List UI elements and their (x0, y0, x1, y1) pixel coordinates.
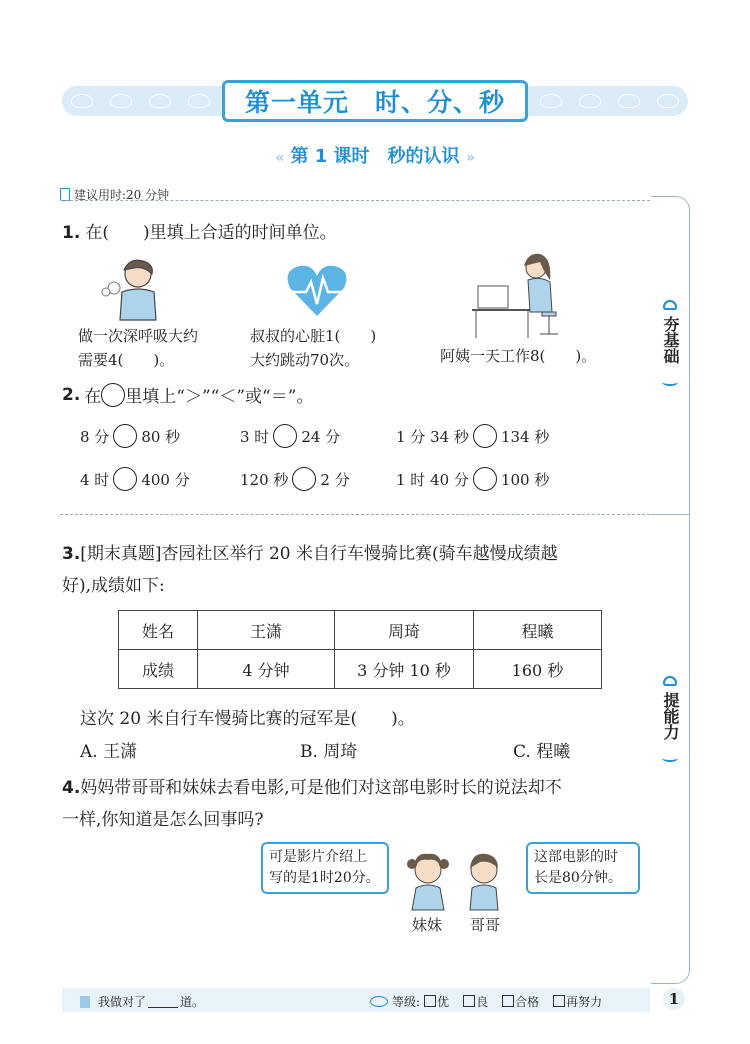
answer-circle[interactable] (113, 467, 137, 491)
table-row (119, 650, 602, 689)
q2-row-1-item-2 (240, 424, 340, 448)
sister-speech-bubble (261, 842, 389, 894)
question-text: 在 (84, 387, 102, 407)
question-number: 2. (62, 384, 81, 405)
right-deco-icon: » (465, 150, 475, 166)
grade-text: 优 (437, 995, 450, 1009)
question-text: 里填上“＞”“＜”或“＝”。 (125, 387, 314, 407)
table-cell: 160 秒 (474, 650, 602, 689)
suggested-time-text: 建议用时:20 分钟 (74, 188, 170, 202)
compare-right: 100 秒 (500, 470, 550, 489)
q1-item-text: 阿姨一天工作8( )。 (440, 347, 597, 365)
footer-did-text: 我做对了 (98, 995, 147, 1009)
page-number: 1 (663, 988, 685, 1010)
bubble-text: 写的是1时20分。 (269, 870, 380, 886)
helmet-icon (663, 676, 677, 686)
book-icon (80, 996, 90, 1008)
brother-speech-bubble (526, 842, 640, 894)
question-1 (62, 218, 337, 243)
footer-grade (370, 993, 602, 1010)
question-number: 1. (62, 223, 81, 243)
q1-item-heart (250, 324, 376, 372)
children-illustration (400, 848, 510, 912)
sidebar (651, 196, 690, 984)
compare-left: 1 时 40 分 (396, 470, 469, 489)
grade-option[interactable] (502, 993, 539, 1010)
grade-text: 良 (476, 995, 489, 1009)
frame-top-line (60, 200, 650, 201)
unit-title: 第一单元 时、分、秒 (244, 88, 505, 117)
q1-item-text: 做一次深呼吸大约 (78, 327, 199, 345)
score-table (118, 610, 602, 689)
eye-icon (370, 996, 388, 1007)
q2-row-2-item-3 (396, 467, 549, 491)
answer-circle[interactable] (473, 424, 497, 448)
grade-text: 合格 (515, 995, 540, 1009)
bubble-text: 长是80分钟。 (534, 870, 622, 886)
question-text: 妈妈带哥哥和妹妹去看电影,可是他们对这部电影时长的说法却不 (80, 778, 562, 798)
q1-item-text: 叔叔的心脏1( ) (250, 327, 377, 345)
label-sister: 妹妹 (412, 916, 443, 934)
question-text: 好),成绩如下: (62, 576, 165, 596)
boy-breathing-illustration (100, 258, 170, 322)
footer-did-suffix: 道。 (180, 995, 205, 1009)
lesson-title: 第 1 课时 秒的认识 (290, 146, 460, 167)
option-c[interactable]: C. 程曦 (513, 742, 571, 762)
sidebar-section-advance (651, 692, 689, 745)
question-3 (62, 538, 646, 602)
checkbox-icon (463, 995, 475, 1007)
unit-title-box (222, 80, 528, 122)
table-cell: 成绩 (119, 650, 198, 689)
grade-text: 再努力 (566, 995, 603, 1009)
q2-row-2-item-2 (240, 467, 350, 491)
compare-left: 1 分 34 秒 (396, 427, 469, 446)
table-cell: 周琦 (335, 611, 474, 650)
table-cell: 王潇 (198, 611, 335, 650)
option-a[interactable]: A. 王潇 (80, 742, 138, 762)
table-cell: 4 分钟 (198, 650, 335, 689)
sidebar-section-basic (651, 316, 689, 369)
grade-label: 等级: (392, 995, 421, 1009)
question-number: 4. (62, 778, 81, 798)
wave-icon (662, 754, 678, 762)
compare-left: 120 秒 (240, 470, 289, 489)
compare-right: 134 秒 (500, 427, 550, 446)
lesson-title-row (240, 142, 510, 168)
woman-desk-illustration (470, 250, 562, 340)
q1-item-text: 需要4( )。 (78, 351, 175, 369)
answer-circle[interactable] (473, 467, 497, 491)
answer-circle-icon (101, 383, 125, 407)
compare-right: 2 分 (320, 470, 350, 489)
bubble-text: 可是影片介绍上 (269, 849, 367, 865)
q1-item-text: 大约跳动70次。 (250, 351, 360, 369)
helmet-icon (663, 300, 677, 310)
sidebar-separator (651, 514, 689, 515)
compare-right: 80 秒 (141, 427, 181, 446)
label-brother: 哥哥 (470, 916, 501, 934)
checkbox-icon (424, 995, 436, 1007)
q1-item-breathing (78, 324, 198, 372)
table-row (119, 611, 602, 650)
left-deco-icon: « (275, 150, 285, 166)
table-cell: 3 分钟 10 秒 (335, 650, 474, 689)
q2-row-2-item-1 (80, 467, 190, 491)
q1-item-work (440, 345, 596, 366)
question-text: 在( )里填上合适的时间单位。 (85, 223, 337, 243)
answer-circle[interactable] (292, 467, 316, 491)
q2-row-1-item-1 (80, 424, 180, 448)
table-cell: 程曦 (474, 611, 602, 650)
question-text: 一样,你知道是怎么回事吗? (62, 810, 264, 830)
grade-option[interactable] (424, 993, 449, 1010)
heart-pulse-illustration (286, 264, 348, 318)
table-cell: 姓名 (119, 611, 198, 650)
compare-left: 8 分 (80, 427, 110, 446)
compare-right: 400 分 (141, 470, 190, 489)
checkbox-icon (553, 995, 565, 1007)
answer-circle[interactable] (273, 424, 297, 448)
question-number: 3. (62, 544, 81, 564)
q2-row-1-item-3 (396, 424, 549, 448)
grade-option[interactable] (463, 993, 488, 1010)
count-blank[interactable] (148, 995, 178, 1008)
bubble-text: 这部电影的时 (534, 849, 618, 865)
question-2 (62, 382, 313, 407)
option-b[interactable]: B. 周琦 (300, 742, 358, 762)
grade-option[interactable] (553, 993, 602, 1010)
q3-question: 这次 20 米自行车慢骑比赛的冠军是( )。 (80, 709, 415, 729)
question-text: [期末真题]杏园社区举行 20 米自行车慢骑比赛(骑车越慢成绩越 (80, 544, 558, 564)
section-separator (60, 514, 650, 515)
answer-circle[interactable] (113, 424, 137, 448)
sidebar-basic-label: 夯基础 (661, 316, 680, 364)
wave-icon (662, 378, 678, 386)
question-4 (62, 772, 646, 836)
compare-left: 4 时 (80, 470, 110, 489)
compare-left: 3 时 (240, 427, 270, 446)
sidebar-advance-label: 提能力 (661, 692, 680, 740)
checkbox-icon (502, 995, 514, 1007)
compare-right: 24 分 (301, 427, 341, 446)
footer-correct-count (80, 993, 204, 1010)
